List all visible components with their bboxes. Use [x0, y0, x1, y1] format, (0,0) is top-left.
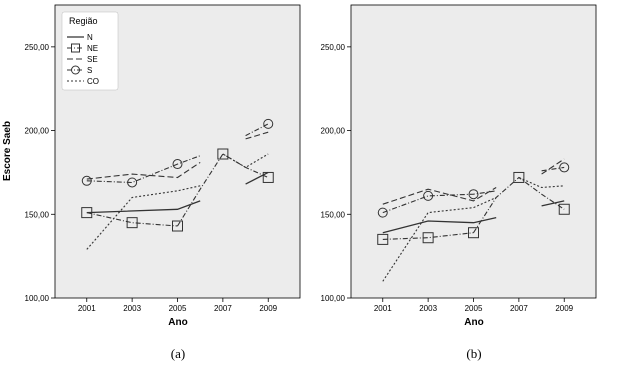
legend-label-ne: NE — [87, 44, 99, 53]
legend-label-n: N — [87, 33, 93, 42]
x-axis-a — [78, 298, 278, 313]
chart-panel-b — [321, 5, 596, 361]
chart-panel-a — [2, 5, 300, 361]
x-tick-label: 2001 — [373, 304, 392, 313]
x-tick-label: 2009 — [555, 304, 574, 313]
x-axis-title-b: Ano — [464, 317, 484, 328]
panel-label-b: (b) — [466, 346, 482, 361]
y-tick-label: 250,00 — [320, 42, 345, 52]
x-tick-label: 2005 — [168, 304, 187, 313]
x-tick-label: 2007 — [509, 304, 528, 313]
y-tick-label: 250,00 — [24, 42, 49, 52]
legend-title: Região — [69, 16, 98, 26]
x-tick-label: 2009 — [259, 304, 278, 313]
x-axis-title-a: Ano — [168, 317, 188, 328]
y-tick-label: 200,00 — [24, 126, 49, 136]
legend-label-se: SE — [87, 55, 98, 64]
x-axis-b — [374, 298, 574, 313]
y-tick-label: 200,00 — [320, 126, 345, 136]
y-tick-label: 150,00 — [24, 210, 49, 220]
y-axis-a — [25, 43, 55, 303]
y-tick-label: 100,00 — [320, 294, 345, 303]
y-tick-label: 150,00 — [320, 210, 345, 220]
legend-label-co: CO — [87, 77, 99, 86]
x-tick-label: 2005 — [464, 304, 483, 313]
panel-label-a: (a) — [170, 346, 186, 361]
plot-area-b — [351, 5, 596, 298]
legend-label-s: S — [87, 66, 93, 75]
y-axis-b — [321, 43, 351, 303]
x-tick-label: 2001 — [77, 304, 96, 313]
x-tick-label: 2003 — [419, 304, 438, 313]
legend — [62, 12, 118, 90]
y-tick-label: 100,00 — [24, 294, 49, 303]
x-tick-label: 2003 — [123, 304, 142, 313]
x-tick-label: 2007 — [213, 304, 232, 313]
y-axis-title-a: Escore Saeb — [2, 120, 13, 182]
